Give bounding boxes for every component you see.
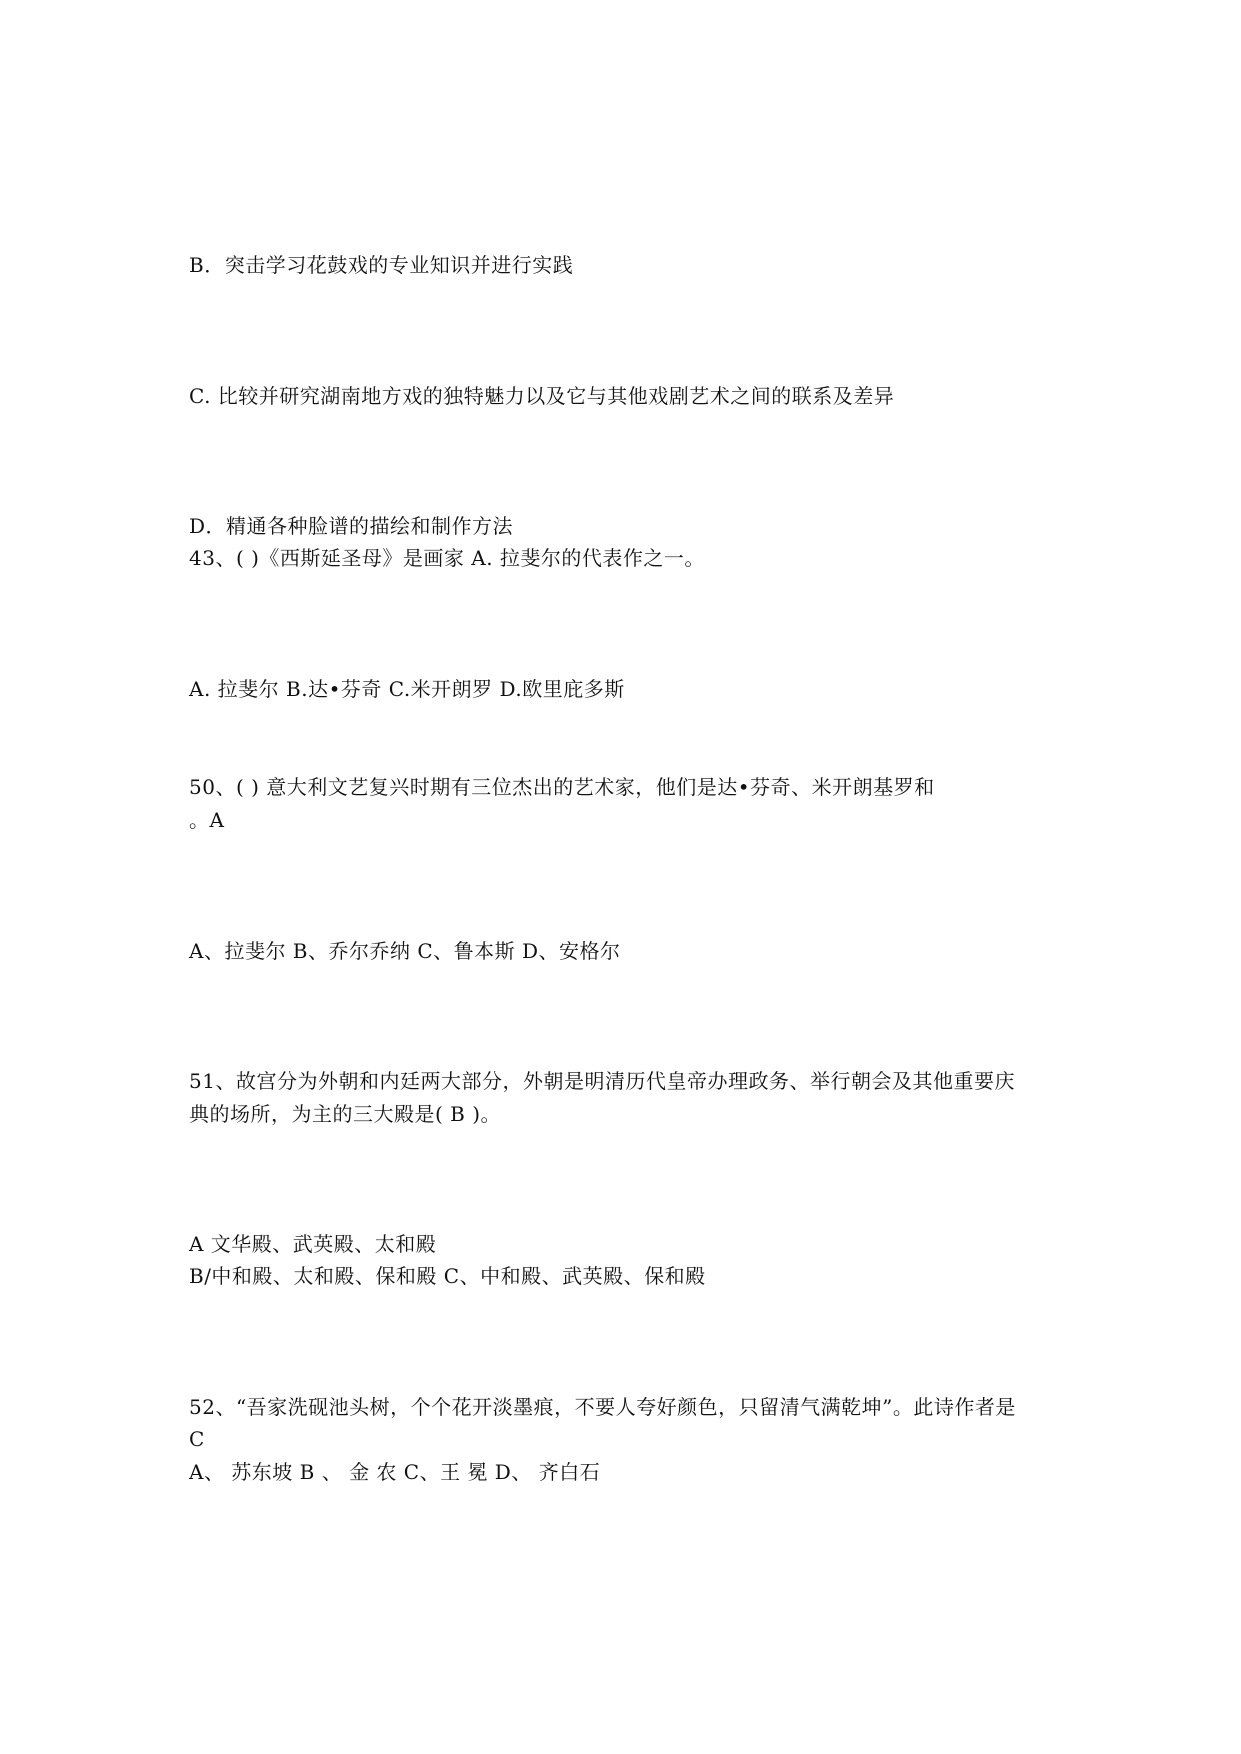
question-50-options-line: A、拉斐尔 B、乔尔乔纳 C、鲁本斯 D、安格尔 <box>189 939 621 963</box>
question-51-line-1: 51、故宫分为外朝和内廷两大部分，外朝是明清历代皇帝办理政务、举行朝会及其他重要庆 <box>189 1069 1015 1093</box>
question-51-option-a-line: A 文华殿、武英殿、太和殿 <box>189 1232 437 1256</box>
question-52-line-1: 52、“吾家洗砚池头树，个个花开淡墨痕，不要人夸好颜色，只留清气满乾坤”。此诗作者是 <box>189 1395 1016 1419</box>
option-d-line: D．精通各种脸谱的描绘和制作方法 <box>189 514 514 538</box>
option-c-line: C. 比较并研究湖南地方戏的独特魅力以及它与其他戏剧艺术之间的联系及差异 <box>189 384 895 408</box>
question-51-line-2: 典的场所，为主的三大殿是( B )。 <box>189 1102 502 1126</box>
question-51-options-bc-line: B/中和殿、太和殿、保和殿 C、中和殿、武英殿、保和殿 <box>189 1264 706 1288</box>
question-52-answer-line: C <box>189 1427 205 1451</box>
question-50-line: 50、( ) 意大利文艺复兴时期有三位杰出的艺术家，他们是达•芬奇、米开朗基罗和 <box>189 775 935 799</box>
question-43-line: 43、( )《西斯延圣母》是画家 A. 拉斐尔的代表作之一。 <box>189 546 705 570</box>
option-b-line: B．突击学习花鼓戏的专业知识并进行实践 <box>189 253 574 277</box>
question-43-options-line: A. 拉斐尔 B.达•芬奇 C.米开朗罗 D.欧里庇多斯 <box>189 677 625 701</box>
question-52-options-line: A、 苏东坡 B 、 金 农 C、王 冕 D、 齐白石 <box>189 1460 601 1484</box>
question-50-answer-line: 。A <box>189 808 225 832</box>
